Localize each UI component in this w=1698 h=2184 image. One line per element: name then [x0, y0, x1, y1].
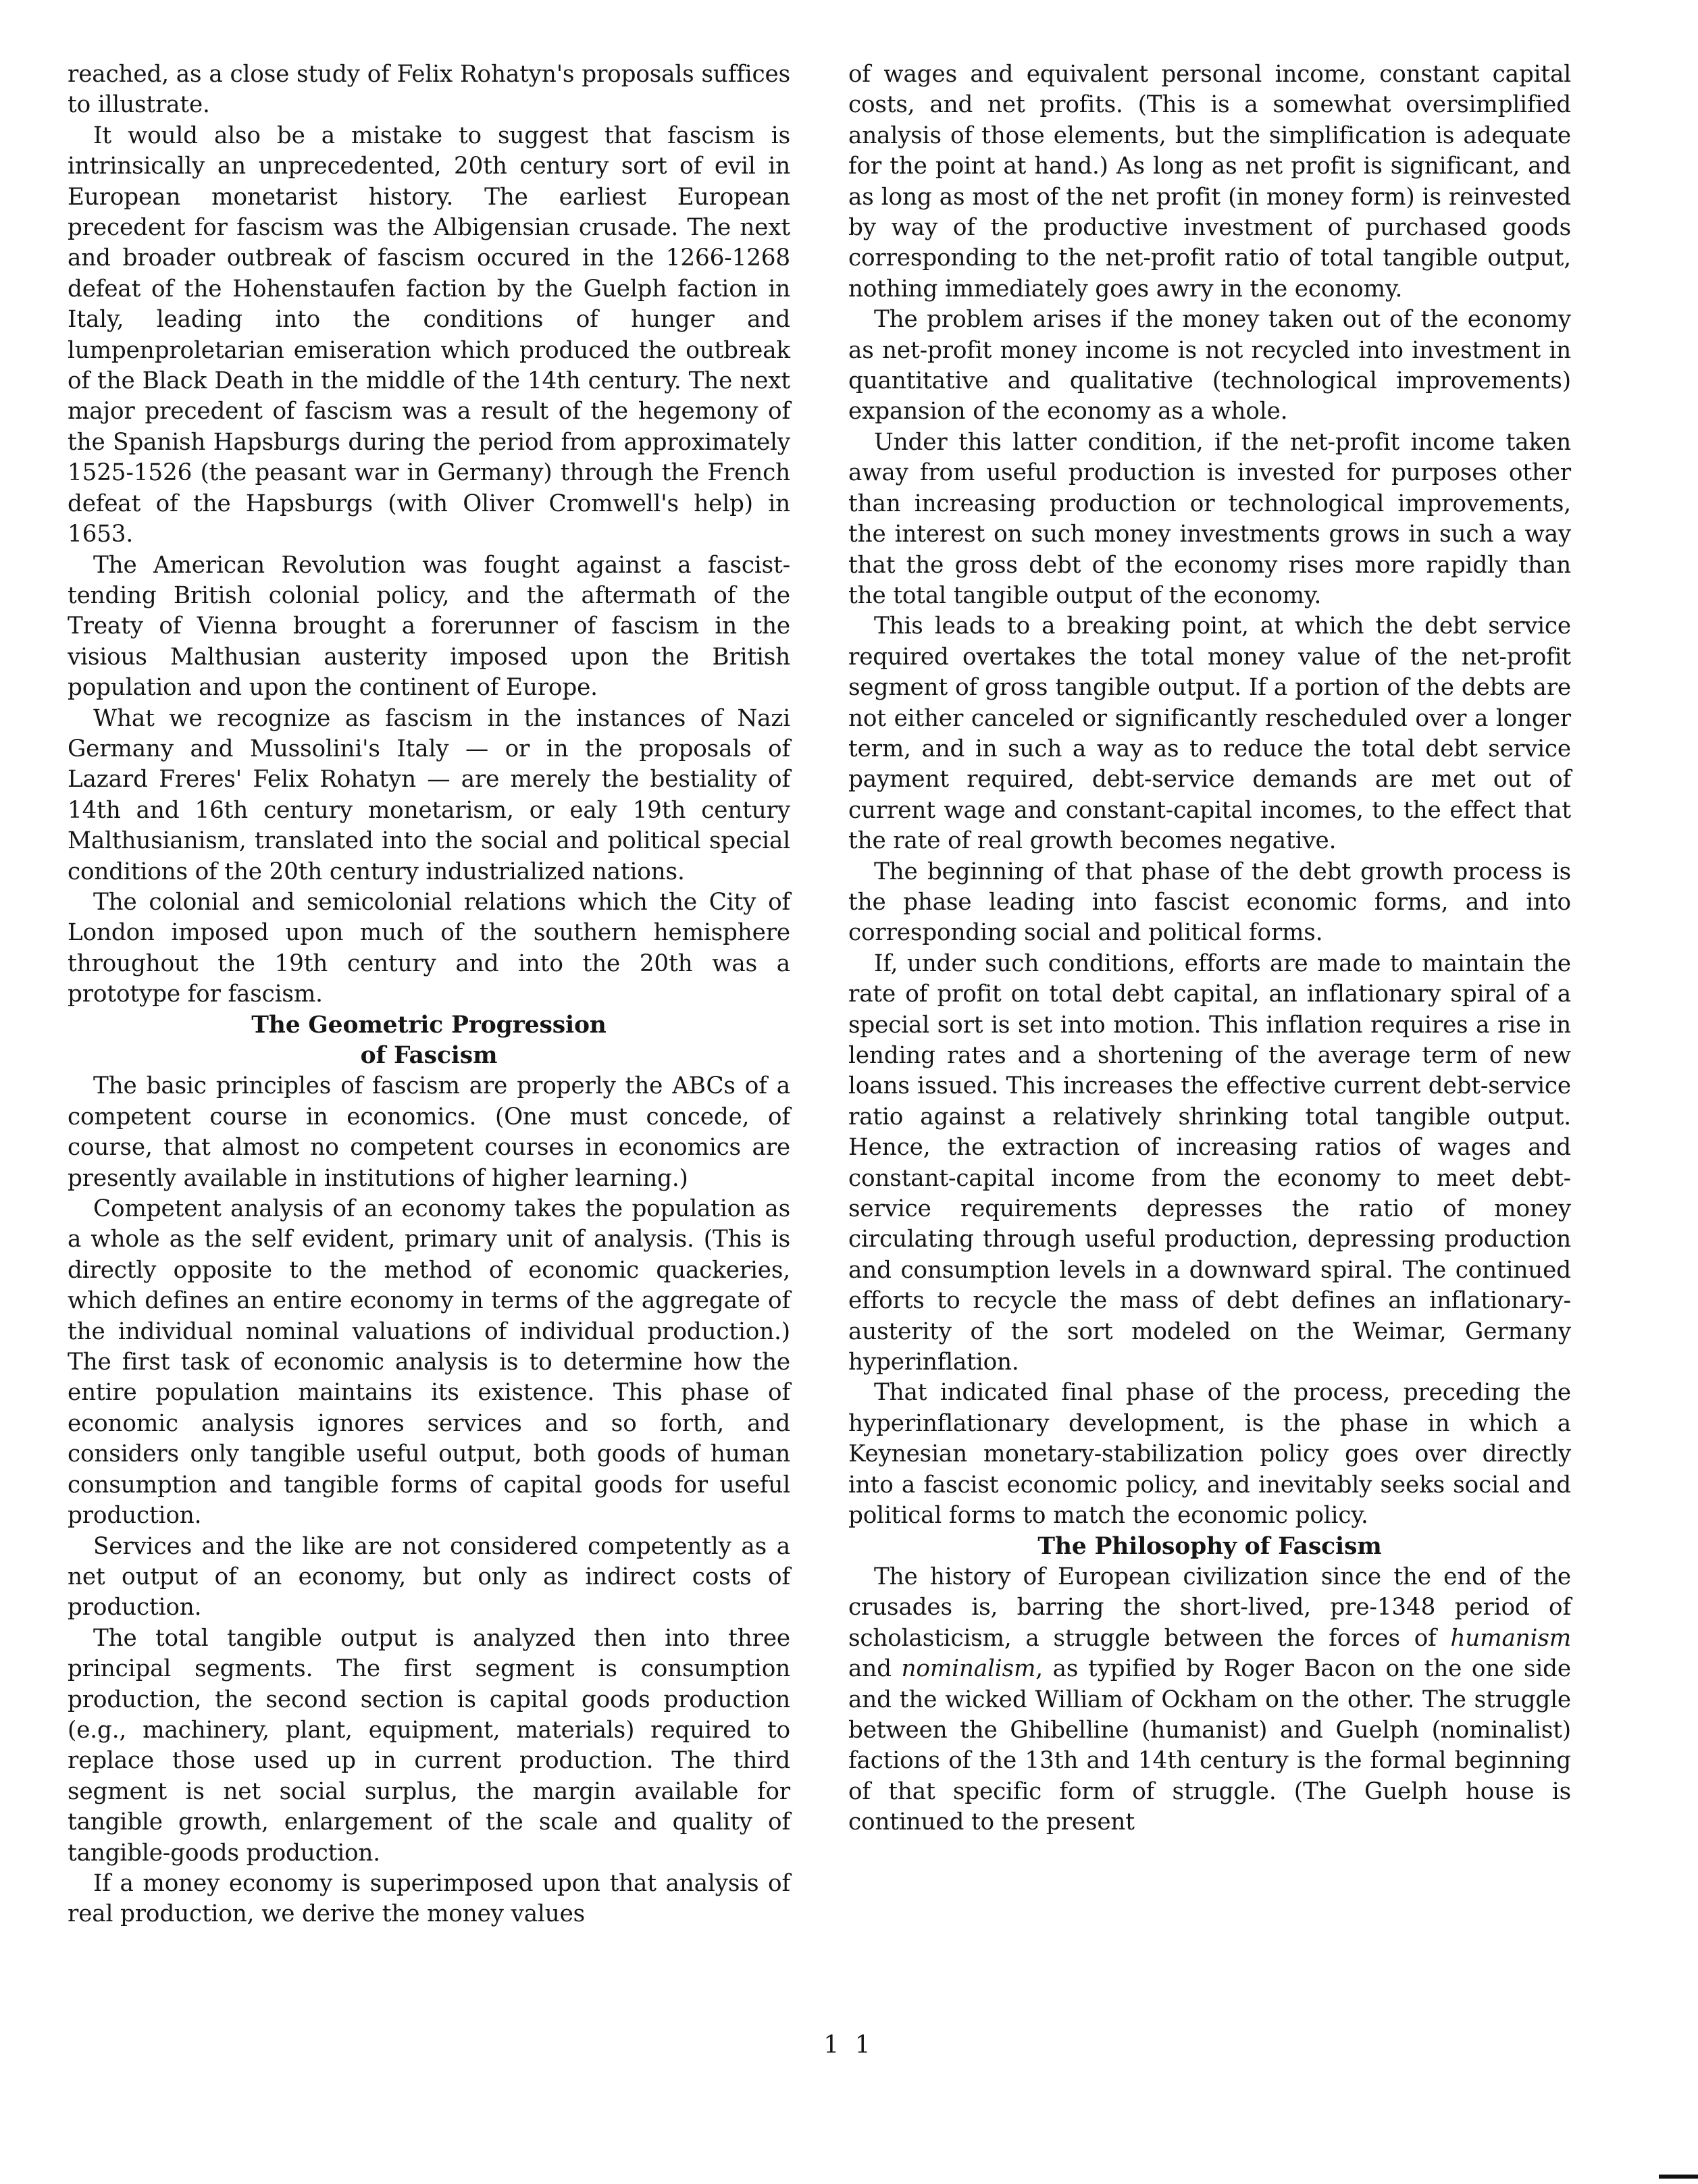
paragraph: Services and the like are not considered competently as a net output of an economy, but only as indirect costs of production. — [68, 1532, 790, 1621]
text-run: , as typified by Roger Bacon on the one side and the wicked William of Ockham on the other. The struggle between the Ghibelline (humanist) and Guelph (nominalist) factions of the 13th and 14th century is the formal beginning of that specific form of struggle. (The Guelph house is continued to the present — [848, 1655, 1571, 1836]
emphasis-humanism: humanism — [1450, 1624, 1571, 1652]
paragraph: The total tangible output is analyzed then into three principal segments. The first segment is consumption production, the second section is capital goods production (e.g., machinery, plant, equipment, materials) required to replace those used up in current production. The third segment is net social surplus, the margin available for tangible growth, enlargement of the scale and quality of tangible-goods production. — [68, 1624, 790, 1867]
paragraph: reached, as a close study of Felix Rohatyn's proposals suffices to illustrate. — [68, 61, 790, 119]
paragraph: What we recognize as fascism in the instances of Nazi Germany and Mussolini's Italy — or in the proposals of Lazard Freres' Felix Rohatyn — are merely the bestiality of 14th and 16th century monetarism, or ealy 19th century Malthusianism, translated into the social and political special conditions of the 20th century industrialized nations. — [68, 704, 790, 885]
paragraph: The colonial and semicolonial relations which the City of London imposed upon much of the southern hemisphere throughout the 19th century and into the 20th was a prototype for fascism. — [68, 888, 790, 1008]
paragraph: This leads to a breaking point, at which the debt service required overtakes the total money value of the net-profit segment of gross tangible output. If a portion of the debts are not either canceled or significantly rescheduled over a longer term, and in such a way as to reduce the total debt service payment required, debt-service demands are met out of current wage and constant-capital incomes, to the effect that the rate of real growth becomes negative. — [848, 613, 1571, 855]
paragraph: The problem arises if the money taken out of the economy as net-profit money income is not recycled into investment in quantitative and qualitative (technological improvements) expansion of the economy as a whole. — [848, 306, 1571, 425]
paragraph: The American Revolution was fought against a fascist-tending British colonial policy, and the aftermath of the Treaty of Vienna brought a forerunner of fascism in the visious Malthusian austerity imposed upon the British population and upon the continent of Europe. — [68, 551, 790, 702]
paragraph: The beginning of that phase of the debt growth process is the phase leading into fascist economic forms, and into corresponding social and political forms. — [848, 858, 1571, 947]
paragraph: If a money economy is superimposed upon that analysis of real production, we derive the money values — [68, 1869, 790, 1928]
heading-line: of Fascism — [360, 1042, 498, 1069]
paragraph: If, under such conditions, efforts are made to maintain the rate of profit on total debt capital, an inflationary spiral of a special sort is set into motion. This inflation requires a rise in lending rates and a shortening of the average term of new loans issued. This increases the effective current debt-service ratio against a relatively shrinking total tangible output. Hence, the extraction of increasing ratios of wages and constant-capital income from the economy to meet debt-service requirements depresses the ratio of money circulating through useful production, depressing production and consumption levels in a downward spiral. The continued efforts to recycle the mass of debt defines an inflationary-austerity of the sort modeled on the Weimar, Germany hyperinflation. — [848, 950, 1571, 1376]
left-column — [68, 59, 790, 1930]
text-run: The history of European civilization since the end of the crusades is, barring the short-lived, pre-1348 period of scholasticism, a struggle between the forces of — [848, 1563, 1571, 1652]
paragraph: of wages and equivalent personal income, constant capital costs, and net profits. (This is a somewhat oversimplified analysis of those elements, but the simplification is adequate for the point at hand.) As long as net profit is significant, and as long as most of the net profit (in money form) is reinvested by way of the productive investment of purchased goods corresponding to the net-profit ratio of total tangible output, nothing immediately goes awry in the economy. — [848, 61, 1571, 303]
paragraph: That indicated final phase of the process, preceding the hyperinflationary development, is the phase in which a Keynesian monetary-stabilization policy goes over directly into a fascist economic policy, and inevitably seeks social and political forms to match the economic policy. — [848, 1379, 1571, 1530]
paragraph: The basic principles of fascism are properly the ABCs of a competent course in economics. (One must concede, of course, that almost no competent courses in economics are presently available in institutions of higher learning.) — [68, 1072, 790, 1192]
text-run: and — [848, 1655, 902, 1683]
section-heading-geometric-progression — [68, 1010, 790, 1072]
right-column — [848, 59, 1571, 1838]
paragraph: It would also be a mistake to suggest that fascism is intrinsically an unprecedented, 20th century sort of evil in European monetarist history. The earliest European precedent for fascism was the Albigensian crusade. The next and broader outbreak of fascism occured in the 1266-1268 defeat of the Hohenstaufen faction by the Guelph faction in Italy, leading into the conditions of hunger and lumpenproletarian emiseration which produced the outbreak of the Black Death in the middle of the 14th century. The next major precedent of fascism was a result of the hegemony of the Spanish Hapsburgs during the period from approximately 1525-1526 (the peasant war in Germany) through the French defeat of the Hapsburgs (with Oliver Cromwell's help) in 1653. — [68, 122, 790, 548]
emphasis-nominalism: nominalism — [901, 1655, 1036, 1683]
heading-line: The Geometric Progression — [251, 1011, 607, 1039]
scan-edge-mark — [1659, 2175, 1698, 2179]
section-heading-philosophy: The Philosophy of Fascism — [1037, 1532, 1382, 1560]
page-number: 1 1 — [823, 2031, 875, 2059]
paragraph: Competent analysis of an economy takes the population as a whole as the self evident, primary unit of analysis. (This is directly opposite to the method of economic quackeries, which defines an entire economy in terms of the aggregate of the individual nominal valuations of individual production.) The first task of economic analysis is to determine how the entire population maintains its existence. This phase of economic analysis ignores services and so forth, and considers only tangible useful output, both goods of human consumption and tangible forms of capital goods for useful production. — [68, 1195, 790, 1530]
paragraph — [848, 1562, 1571, 1838]
paragraph: Under this latter condition, if the net-profit income taken away from useful production is invested for purposes other than increasing production or technological improvements, the interest on such money investments grows in such a way that the gross debt of the economy rises more rapidly than the total tangible output of the economy. — [848, 428, 1571, 609]
